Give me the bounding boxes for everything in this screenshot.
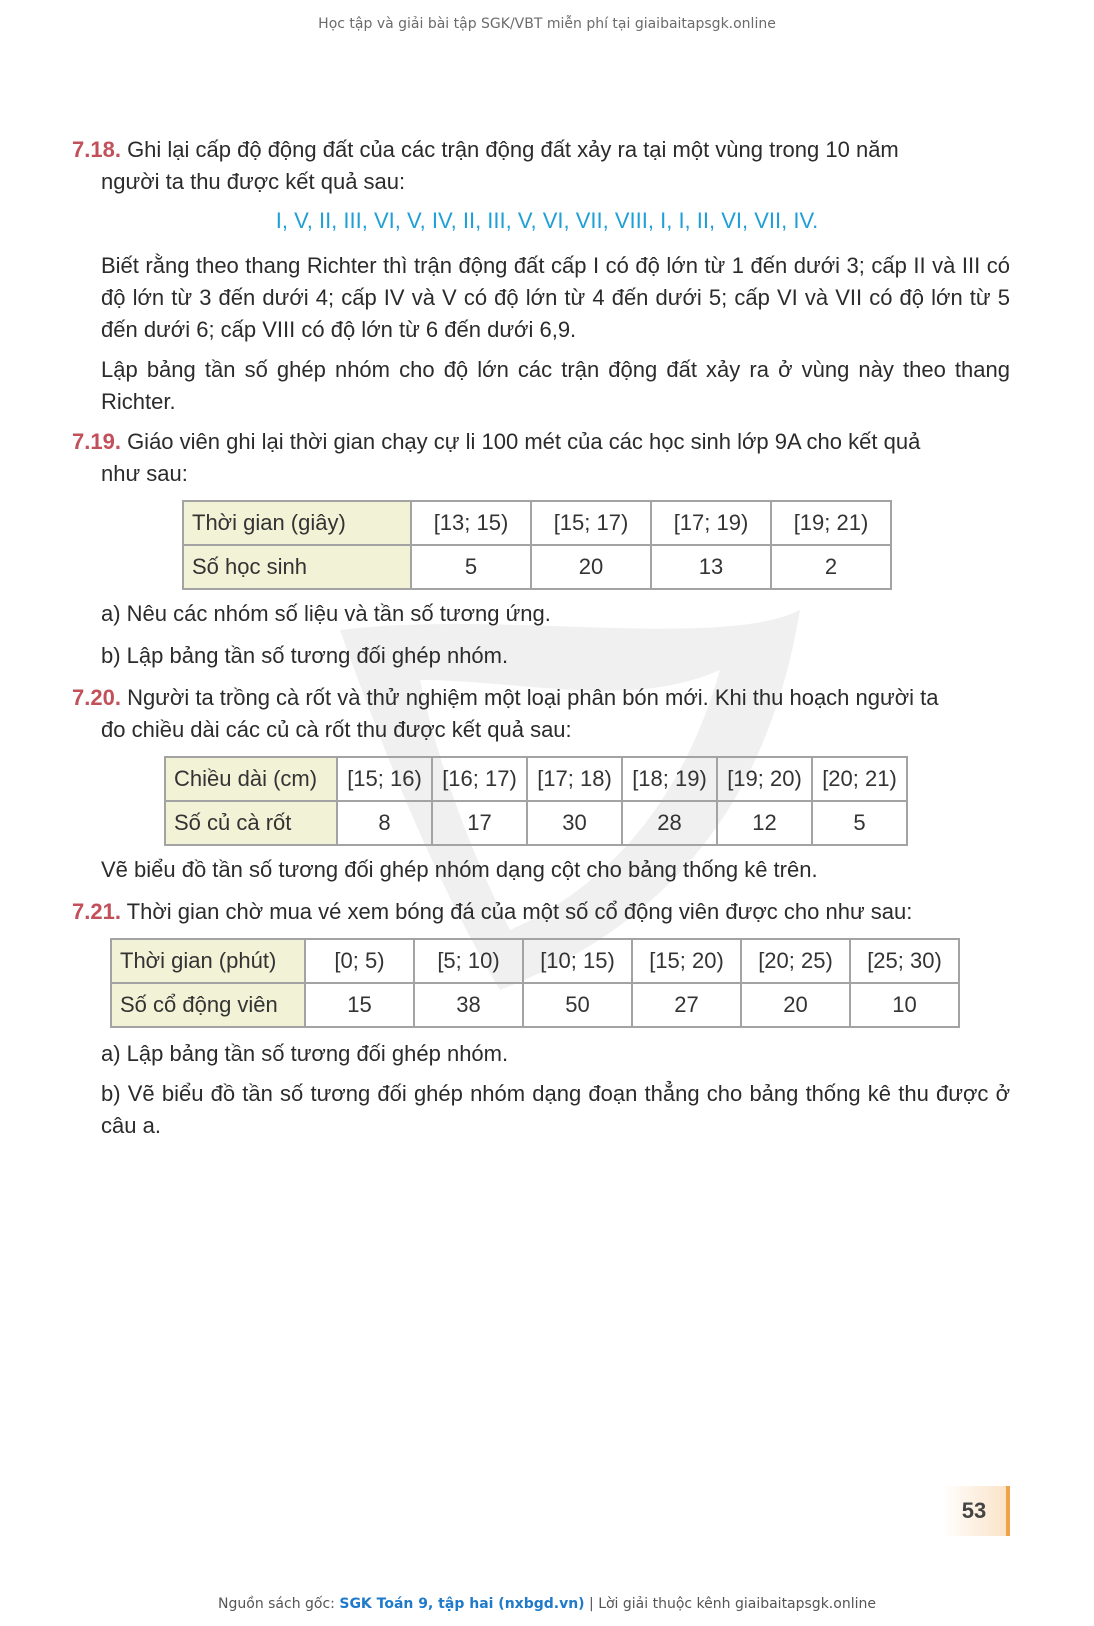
footer-note (0, 1596, 1094, 1612)
exercise-7-20-question: Vẽ biểu đồ tần số tương đối ghép nhóm dạng cột cho bảng thống kê trên. (101, 857, 818, 882)
table-cell: 12 (717, 801, 812, 845)
table-cell: 17 (432, 801, 527, 845)
exercise-7-18-para1: Biết rằng theo thang Richter thì trận động đất cấp I có độ lớn từ 1 đến dưới 3; cấp II và III có độ lớn từ 3 đến dưới 4; cấp IV và V có độ lớn từ 4 đến dưới 5; cấp VI và VII có độ lớn từ 5 đến dưới 6; cấp VIII có độ lớn từ 6 đến dưới 6,9. (101, 253, 1010, 342)
footer-source-link[interactable]: SGK Toán 9, tập hai (nxbgd.vn) (339, 1596, 585, 1612)
table-cell: [5; 10) (414, 939, 523, 983)
table-cell: 38 (414, 983, 523, 1027)
exercise-7-19-line2: như sau: (101, 461, 188, 486)
table-cell: 28 (622, 801, 717, 845)
table-cell: [15; 17) (531, 501, 651, 545)
exercise-number: 7.21. (72, 899, 121, 924)
table-cell: 8 (337, 801, 432, 845)
table-cell: 5 (812, 801, 907, 845)
exercise-7-21-line1 (72, 896, 1010, 928)
table-cell: [19; 21) (771, 501, 891, 545)
exercise-7-18-line1 (72, 134, 1010, 166)
footer-prefix: Nguồn sách gốc: (218, 1596, 340, 1612)
table-row-label: Số củ cà rốt (165, 801, 337, 845)
waiting-time-table (110, 938, 960, 1028)
table-row-label: Số học sinh (183, 545, 411, 589)
carrot-length-table (164, 756, 908, 846)
table-cell: 20 (741, 983, 850, 1027)
table-row-label: Thời gian (giây) (183, 501, 411, 545)
exercise-number: 7.19. (72, 429, 121, 454)
table-row-label: Số cổ động viên (111, 983, 305, 1027)
exercise-number: 7.20. (72, 685, 121, 710)
table-row (111, 939, 959, 983)
exercise-text: Giáo viên ghi lại thời gian chạy cự li 100 mét của các học sinh lớp 9A cho kết quả (127, 429, 921, 454)
table-cell: [20; 21) (812, 757, 907, 801)
table-row (165, 757, 907, 801)
table-cell: 10 (850, 983, 959, 1027)
exercise-text: Người ta trồng cà rốt và thử nghiệm một loại phân bón mới. Khi thu hoạch người ta (127, 685, 939, 710)
table-cell: [16; 17) (432, 757, 527, 801)
exercise-7-19-question-a: a) Nêu các nhóm số liệu và tần số tương ứng. (101, 601, 551, 626)
table-cell: [13; 15) (411, 501, 531, 545)
table-row (183, 545, 891, 589)
table-cell: 20 (531, 545, 651, 589)
exercise-7-21-question-b: b) Vẽ biểu đồ tần số tương đối ghép nhóm dạng đoạn thẳng cho bảng thống kê thu được ở câu a. (101, 1081, 1010, 1138)
table-cell: 27 (632, 983, 741, 1027)
table-row (183, 501, 891, 545)
earthquake-sequence: I, V, II, III, VI, V, IV, II, III, V, VI, VII, VIII, I, I, II, VI, VII, IV. (275, 208, 819, 233)
exercise-7-19-question-b: b) Lập bảng tần số tương đối ghép nhóm. (101, 643, 509, 668)
table-row-label: Thời gian (phút) (111, 939, 305, 983)
table-cell: 13 (651, 545, 771, 589)
table-cell: [15; 16) (337, 757, 432, 801)
table-cell: [17; 19) (651, 501, 771, 545)
table-cell: 5 (411, 545, 531, 589)
table-cell: [18; 19) (622, 757, 717, 801)
table-cell: [17; 18) (527, 757, 622, 801)
table-row (111, 983, 959, 1027)
exercise-7-21-question-a: a) Lập bảng tần số tương đối ghép nhóm. (101, 1041, 509, 1066)
table-cell: [10; 15) (523, 939, 632, 983)
page-number: 53 (942, 1486, 1010, 1536)
exercise-text: Ghi lại cấp độ động đất của các trận động đất xảy ra tại một vùng trong 10 năm (127, 137, 899, 162)
table-cell: [0; 5) (305, 939, 414, 983)
table-cell: 15 (305, 983, 414, 1027)
table-row (165, 801, 907, 845)
exercise-text: Thời gian chờ mua vé xem bóng đá của một số cổ động viên được cho như sau: (126, 899, 913, 924)
table-cell: 2 (771, 545, 891, 589)
table-cell: 30 (527, 801, 622, 845)
running-time-table (182, 500, 892, 590)
table-cell: [25; 30) (850, 939, 959, 983)
table-cell: 50 (523, 983, 632, 1027)
table-cell: [19; 20) (717, 757, 812, 801)
exercise-7-20-line1 (72, 682, 1010, 714)
header-note: Học tập và giải bài tập SGK/VBT miễn phí tại giaibaitapsgk.online (318, 16, 776, 32)
exercise-7-19-line1 (72, 426, 1010, 458)
table-cell: [20; 25) (741, 939, 850, 983)
exercise-7-20-line2: đo chiều dài các củ cà rốt thu được kết quả sau: (101, 717, 572, 742)
exercise-7-18-para2: Lập bảng tần số ghép nhóm cho độ lớn các trận động đất xảy ra ở vùng này theo thang Richter. (101, 357, 1010, 414)
footer-suffix: | Lời giải thuộc kênh giaibaitapsgk.online (584, 1596, 876, 1612)
table-cell: [15; 20) (632, 939, 741, 983)
exercise-number: 7.18. (72, 137, 121, 162)
table-row-label: Chiều dài (cm) (165, 757, 337, 801)
exercise-7-18-line2: người ta thu được kết quả sau: (101, 169, 406, 194)
